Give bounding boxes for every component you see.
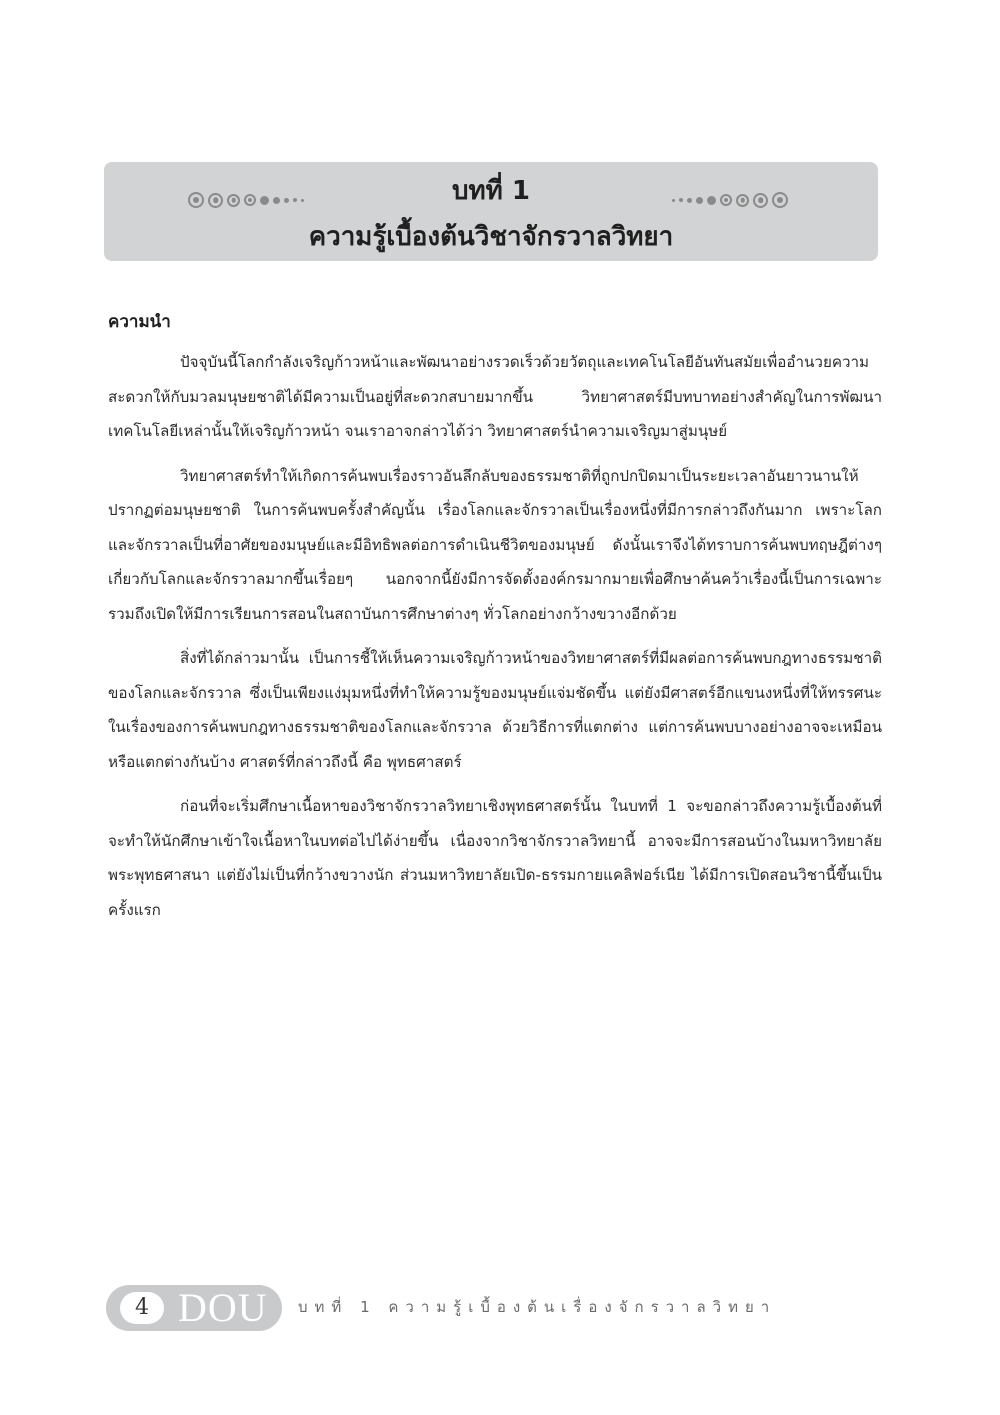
page-footer	[106, 1285, 926, 1331]
chapter-banner	[104, 162, 878, 261]
paragraph: ปัจจุบันนี้โลกกำลังเจริญก้าวหน้าและพัฒนาอย่างรวดเร็วด้วยวัตถุและเทคโนโลยีอันทันสมัยเพื่ออำนวยความสะดวกให้กับมวลมนุษยชาติได้มีความเป็นอยู่ที่สะดวกสบายมากขึ้น วิทยาศาสตร์มีบทบาทอย่างสำคัญในการพัฒนาเทคโนโลยีเหล่านั้นให้เจริญก้าวหน้า จนเราอาจกล่าวได้ว่า วิทยาศาสตร์นำความเจริญมาสู่มนุษย์	[108, 353, 882, 440]
footer-badge	[106, 1285, 282, 1331]
dot-icon	[707, 196, 716, 205]
dot-icon	[753, 193, 768, 208]
paragraph: วิทยาศาสตร์ทำให้เกิดการค้นพบเรื่องราวอันลึกลับของธรรมชาติที่ถูกปกปิดมาเป็นระยะเวลาอันยาวนานให้ปรากฏต่อมนุษยชาติ ในการค้นพบครั้งสำคัญนั้น เรื่องโลกและจักรวาลเป็นเรื่องหนึ่งที่มีการกล่าวถึงกันมาก เพราะโลกและจักรวาลเป็นที่อาศัยของมนุษย์และมีอิทธิพลต่อการดำเนินชีวิตของมนุษย์ ดังนั้นเราจึงได้ทราบการค้นพบทฤษฎีต่างๆ เกี่ยวกับโลกและจักรวาลมากขึ้นเรื่อยๆ นอกจากนี้ยังมีการจัดตั้งองค์กรมากมายเพื่อศึกษาค้นคว้าเรื่องนี้เป็นการเฉพาะ รวมถึงเปิดให้มีการเรียนการสอนในสถาบันการศึกษาต่างๆ ทั่วโลกอย่างกว้างขวางอีกด้วย	[108, 466, 882, 623]
section-heading: ความนำ	[108, 312, 171, 332]
paragraph: สิ่งที่ได้กล่าวมานั้น เป็นการชี้ให้เห็นความเจริญก้าวหน้าของวิทยาศาสตร์ที่มีผลต่อการค้นพบกฎทางธรรมชาติของโลกและจักรวาล ซึ่งเป็นเพียงแง่มุมหนึ่งที่ทำให้ความรู้ของมนุษย์แจ่มชัดขึ้น แต่ยังมีศาสตร์อีกแขนงหนึ่งที่ให้ทรรศนะในเรื่องของการค้นพบกฎทางธรรมชาติของโลกและจักรวาล ด้วยวิธีการที่แตกต่าง แต่การค้นพบบางอย่างอาจจะเหมือนหรือแตกต่างกันบ้าง ศาสตร์ที่กล่าวถึงนี้ คือ พุทธศาสตร์	[108, 649, 882, 771]
dot-icon	[736, 194, 749, 207]
chapter-title: ความรู้เบื้องต้นวิชาจักรวาลวิทยา	[308, 222, 674, 252]
dot-icon	[772, 192, 788, 208]
dot-icon	[687, 198, 692, 203]
body-text	[108, 345, 882, 937]
dot-icon	[679, 198, 683, 202]
dot-icon	[720, 194, 732, 206]
decorative-dots-right	[672, 192, 788, 208]
dou-logo: DOU	[178, 1285, 268, 1330]
chapter-number: บทที่ 1	[452, 176, 530, 206]
running-title: บทที่ 1 ความรู้เบื้องต้นเรื่องจักรวาลวิทยา	[298, 1298, 777, 1316]
page-number: 4	[120, 1292, 164, 1324]
dot-icon	[696, 197, 703, 204]
paragraph: ก่อนที่จะเริ่มศึกษาเนื้อหาของวิชาจักรวาลวิทยาเชิงพุทธศาสตร์นั้น ในบทที่ 1 จะขอกล่าวถึงความรู้เบื้องต้นที่จะทำให้นักศึกษาเข้าใจเนื้อหาในบทต่อไปได้ง่ายขึ้น เนื่องจากวิชาจักรวาลวิทยานี้ อาจจะมีการสอนบ้างในมหาวิทยาลัยพระพุทธศาสนา แต่ยังไม่เป็นที่กว้างขวางนัก ส่วนมหาวิทยาลัยเปิด-ธรรมกายแคลิฟอร์เนีย ได้มีการเปิดสอนวิชานี้ขึ้นเป็นครั้งแรก	[108, 797, 882, 919]
dot-icon	[672, 199, 675, 202]
